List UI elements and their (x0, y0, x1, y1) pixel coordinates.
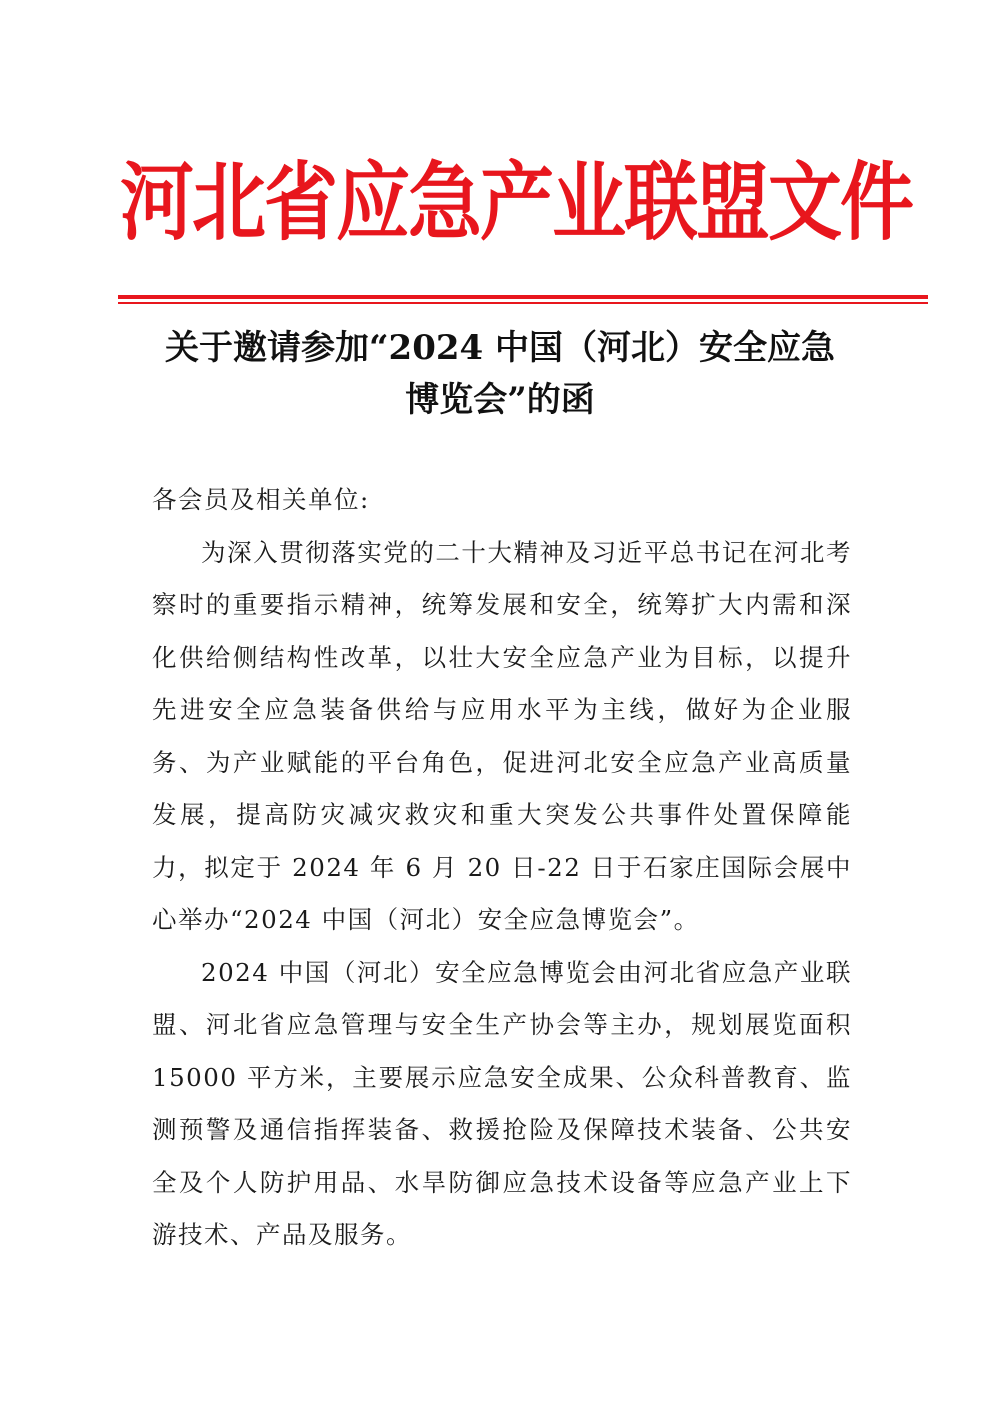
header-divider-thin (118, 302, 928, 304)
document-title-line-2: 博览会”的函 (405, 380, 595, 420)
header-divider-thick (118, 295, 928, 299)
document-body (152, 474, 852, 1262)
document-title (140, 322, 860, 426)
document-title-line-1: 关于邀请参加“2024 中国（河北）安全应急 (164, 328, 836, 368)
body-paragraph-2: 2024 中国（河北）安全应急博览会由河北省应急产业联盟、河北省应急管理与安全生产协会等主办，规划展览面积 15000 平方米，主要展示应急安全成果、公众科普教育、监测预警及通信指挥装备、救援抢险及保障技术装备、公共安全及个人防护用品、水旱防御应急技术设备等应急产业上下游技术、产品及服务。 (152, 957, 852, 1249)
organization-header: 河北省应急产业联盟文件 (120, 153, 912, 253)
salutation: 各会员及相关单位: (152, 485, 370, 514)
body-paragraph-1: 为深入贯彻落实党的二十大精神及习近平总书记在河北考察时的重要指示精神，统筹发展和安全，统筹扩大内需和深化供给侧结构性改革，以壮大安全应急产业为目标，以提升先进安全应急装备供给与应用水平为主线，做好为企业服务、为产业赋能的平台角色，促进河北安全应急产业高质量发展，提高防灾减灾救灾和重大突发公共事件处置保障能力，拟定于 2024 年 6 月 20 日-22 日于石家庄国际会展中心举办“2024 中国（河北）安全应急博览会”。 (152, 537, 852, 934)
